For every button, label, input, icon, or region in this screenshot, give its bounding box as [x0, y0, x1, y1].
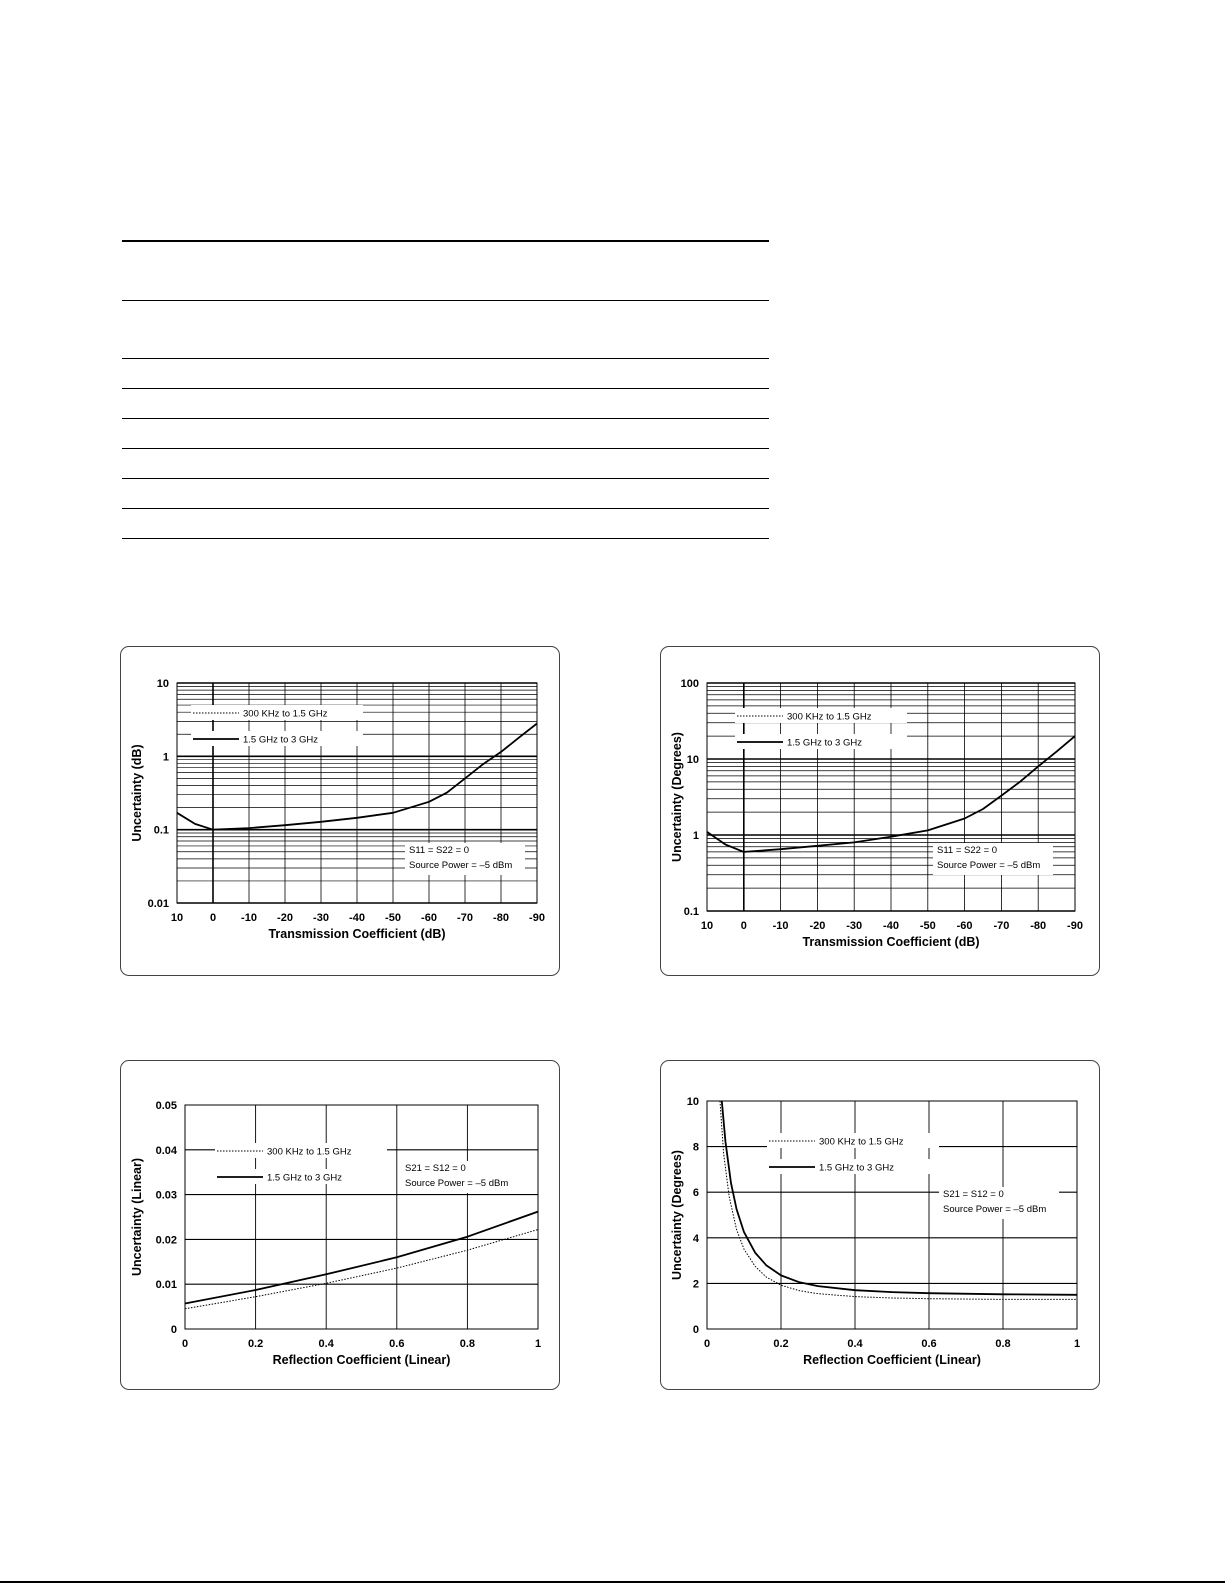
chart-reflection-magnitude	[121, 1061, 561, 1391]
table-row-rule	[122, 448, 769, 449]
y-tick-label: 4	[692, 1232, 699, 1245]
x-tick-label: -60	[956, 920, 973, 932]
annotation-text: Source Power = –5 dBm	[409, 860, 513, 871]
annotation-text: S21 = S12 = 0	[943, 1189, 1004, 1200]
y-tick-label: 0.01	[155, 1279, 177, 1292]
x-tick-label: 0.2	[247, 1338, 264, 1350]
y-axis-title: Uncertainty (dB)	[130, 744, 144, 842]
x-tick-label: -20	[809, 920, 826, 932]
series-line-solid	[185, 1212, 538, 1304]
y-tick-label: 0.02	[155, 1234, 177, 1247]
chart-panel-transmission-phase	[660, 646, 1100, 976]
y-tick-label: 0.04	[155, 1144, 177, 1157]
x-tick-label: 0.4	[318, 1338, 334, 1350]
page-bottom-rule	[0, 1581, 1225, 1583]
legend	[767, 1133, 939, 1174]
y-axis-title: Uncertainty (Linear)	[130, 1157, 144, 1277]
legend-label: 1.5 GHz to 3 GHz	[819, 1162, 894, 1174]
table-row-rule	[122, 418, 769, 419]
legend-label: 1.5 GHz to 3 GHz	[267, 1172, 342, 1184]
chart-panel-transmission-magnitude	[120, 646, 560, 976]
legend	[215, 1143, 387, 1184]
x-tick-label: 0.6	[389, 1338, 405, 1350]
y-tick-label: 1	[692, 830, 699, 842]
table-row-rule	[122, 388, 769, 389]
x-tick-label: 10	[700, 920, 714, 932]
x-axis-title: Transmission Coefficient (dB)	[268, 927, 446, 941]
y-tick-label: 0.01	[147, 898, 169, 910]
y-tick-label: 1	[162, 751, 169, 764]
annotation	[933, 843, 1053, 875]
x-tick-label: -80	[493, 912, 509, 924]
y-tick-label: 0	[170, 1324, 177, 1336]
chart-panel-reflection-phase	[660, 1060, 1100, 1390]
y-tick-label: 6	[692, 1187, 699, 1200]
x-tick-label: 0.8	[995, 1338, 1011, 1350]
grid	[185, 1105, 538, 1329]
x-tick-label: 1	[1073, 1338, 1081, 1350]
plot-frame	[185, 1105, 538, 1329]
annotation-text: Source Power = –5 dBm	[405, 1178, 509, 1189]
table-bottom-rule	[122, 538, 769, 539]
y-tick-label: 0.05	[155, 1100, 177, 1112]
table-header-rule	[122, 300, 769, 301]
series-line-dotted	[185, 1230, 538, 1309]
y-tick-label: 100	[680, 678, 699, 690]
x-axis-title: Reflection Coefficient (Linear)	[272, 1353, 451, 1367]
y-tick-label: 0	[692, 1324, 699, 1336]
legend-label: 1.5 GHz to 3 GHz	[243, 734, 318, 746]
x-tick-label: 0.4	[847, 1338, 863, 1350]
x-tick-label: -30	[846, 920, 863, 932]
legend-label: 300 KHz to 1.5 GHz	[819, 1136, 904, 1148]
legend-label: 300 KHz to 1.5 GHz	[267, 1146, 352, 1158]
x-tick-label: 10	[170, 912, 184, 924]
x-tick-label: -90	[529, 912, 545, 924]
y-tick-label: 10	[156, 678, 169, 690]
legend-label: 300 KHz to 1.5 GHz	[243, 708, 328, 720]
x-tick-label: -60	[421, 912, 437, 924]
x-tick-label: -40	[349, 912, 365, 924]
chart-transmission-magnitude	[121, 647, 561, 977]
legend-label: 300 KHz to 1.5 GHz	[787, 711, 872, 723]
x-tick-label: 0.2	[773, 1338, 789, 1350]
annotation-text: S21 = S12 = 0	[405, 1163, 466, 1174]
y-tick-label: 0.1	[683, 906, 699, 918]
y-tick-label: 10	[686, 754, 699, 766]
y-axis-title: Uncertainty (Degrees)	[670, 1150, 684, 1280]
x-tick-label: 1	[534, 1338, 542, 1350]
y-tick-label: 0.03	[155, 1189, 177, 1202]
annotation	[405, 843, 525, 875]
x-tick-label: -10	[241, 912, 257, 924]
y-tick-label: 0.1	[153, 824, 169, 837]
table-row-rule	[122, 508, 769, 509]
x-tick-label: 0.8	[459, 1338, 476, 1350]
x-tick-label: -80	[1030, 920, 1047, 932]
x-tick-label: -20	[277, 912, 293, 924]
table-top-rule	[122, 240, 769, 242]
table-row-rule	[122, 358, 769, 359]
annotation-text: S11 = S22 = 0	[937, 845, 998, 856]
legend	[735, 708, 907, 749]
x-tick-label: 0	[181, 1338, 189, 1350]
annotation-text: S11 = S22 = 0	[409, 845, 470, 856]
y-tick-label: 10	[686, 1096, 699, 1108]
y-axis-title: Uncertainty (Degrees)	[670, 732, 684, 862]
chart-panel-reflection-magnitude	[120, 1060, 560, 1390]
legend	[191, 705, 363, 746]
y-tick-label: 8	[692, 1141, 699, 1154]
annotation-text: Source Power = –5 dBm	[937, 860, 1041, 871]
x-axis-title: Transmission Coefficient (dB)	[802, 935, 980, 949]
x-tick-label: -50	[919, 920, 936, 932]
chart-transmission-phase	[661, 647, 1101, 977]
legend-label: 1.5 GHz to 3 GHz	[787, 737, 862, 749]
x-axis-title: Reflection Coefficient (Linear)	[803, 1353, 981, 1367]
x-tick-label: -30	[313, 912, 329, 924]
x-tick-label: 0	[740, 920, 747, 932]
x-tick-label: -70	[457, 912, 473, 924]
table-row-rule	[122, 478, 769, 479]
x-tick-label: -70	[993, 920, 1010, 932]
x-tick-label: 0.6	[921, 1338, 937, 1350]
chart-reflection-phase	[661, 1061, 1101, 1391]
annotation	[939, 1187, 1059, 1219]
x-tick-label: 0	[703, 1338, 711, 1350]
annotation	[401, 1161, 521, 1193]
x-tick-label: -90	[1067, 920, 1083, 932]
x-tick-label: -50	[385, 912, 401, 924]
x-tick-label: -10	[772, 920, 789, 932]
x-tick-label: 0	[209, 912, 217, 924]
annotation-text: Source Power = –5 dBm	[943, 1204, 1047, 1215]
y-tick-label: 2	[692, 1278, 699, 1291]
x-tick-label: -40	[883, 920, 899, 932]
